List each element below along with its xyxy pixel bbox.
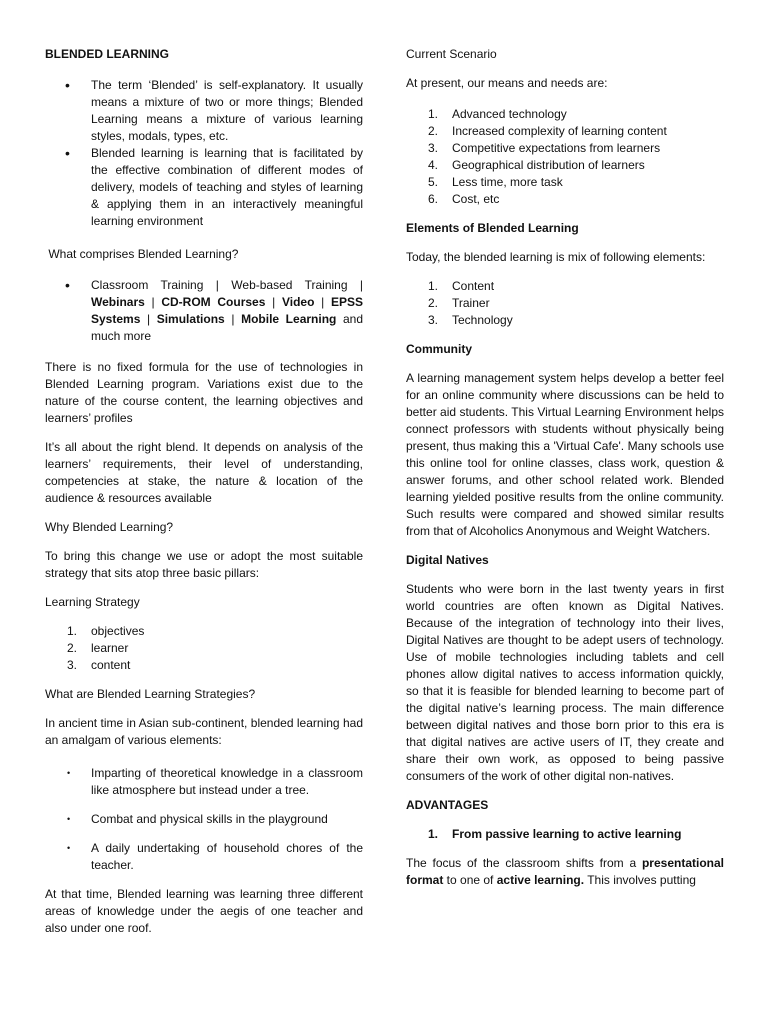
list-item xyxy=(45,657,363,674)
elements-heading: Elements of Blended Learning xyxy=(406,221,579,235)
list-item xyxy=(406,295,724,312)
why-heading: Why Blended Learning? xyxy=(45,520,174,534)
method-simulations: Simulations xyxy=(156,312,225,326)
para-present: At present, our means and needs are: xyxy=(406,76,608,90)
method-classroom: Classroom Training xyxy=(91,278,204,292)
item-number: 5. xyxy=(428,175,439,189)
method-cdrom: CD-ROM Courses xyxy=(161,295,266,309)
list-item: • The term ‘Blended’ is self-explanatory. It usually means a mixture of two or more things; Blended Learning means a mixture of various learning styles, modals, types, etc. xyxy=(45,77,363,145)
focus-bold-1: presentational format xyxy=(406,856,724,887)
para-change: To bring this change we use or adopt the most suitable strategy that sits atop three basic pillars: xyxy=(45,549,363,580)
separator: | xyxy=(314,295,331,309)
para-formula: There is no fixed formula for the use of technologies in Blended Learning program. Variations exist due to the nature of the course content, the learning objectives and learners’ profiles xyxy=(45,360,363,425)
separator: and much more xyxy=(91,312,363,343)
strategies-heading: What are Blended Learning Strategies? xyxy=(45,687,256,701)
strategy-list xyxy=(45,623,363,674)
list-item xyxy=(406,106,724,123)
para-focus xyxy=(406,855,724,889)
item-text: Geographical distribution of learners xyxy=(452,158,645,172)
item-text: From passive learning to active learning xyxy=(452,827,682,841)
item-text: learner xyxy=(91,641,129,655)
item-number: 2. xyxy=(428,124,439,138)
item-text: Competitive expectations from learners xyxy=(452,141,661,155)
item-text: Increased complexity of learning content xyxy=(452,124,667,138)
para-that-time: At that time, Blended learning was learning three different areas of knowledge under the aegis of one teacher and also under one roof. xyxy=(45,887,363,935)
list-item: • Combat and physical skills in the playground xyxy=(45,811,363,828)
item-number: 3. xyxy=(67,658,78,672)
intro-bullet-list xyxy=(45,77,363,230)
separator: | xyxy=(224,312,242,326)
method-web: Web-based Training xyxy=(231,278,348,292)
list-item xyxy=(406,157,724,174)
method-video: Video xyxy=(281,295,315,309)
advantages-heading: ADVANTAGES xyxy=(406,798,489,812)
item-text: objectives xyxy=(91,624,145,638)
item-number: 2. xyxy=(67,641,78,655)
left-column xyxy=(45,46,363,949)
item-text: Advanced technology xyxy=(452,107,567,121)
list-item xyxy=(406,174,724,191)
separator: | xyxy=(265,295,282,309)
focus-text-start: The focus of the classroom shifts from a xyxy=(406,856,642,870)
item-text: Less time, more task xyxy=(452,175,563,189)
separator: | xyxy=(140,312,157,326)
list-item: • Blended learning is learning that is facilitated by the effective combination of different modes of delivery, models of teaching and styles of learning & applying them in an interactively meaningful learning environment xyxy=(45,145,363,230)
method-mobile: Mobile Learning xyxy=(241,312,337,326)
item-number: 1. xyxy=(428,107,439,121)
focus-text-end: This involves putting xyxy=(584,873,696,887)
list-item xyxy=(406,191,724,208)
item-text: Trainer xyxy=(452,296,490,310)
natives-heading: Digital Natives xyxy=(406,553,489,567)
focus-bold-2: active learning. xyxy=(496,873,585,887)
item-number: 1. xyxy=(428,827,439,841)
list-item xyxy=(406,278,724,295)
strategy-heading: Learning Strategy xyxy=(45,595,140,609)
para-blend: It’s all about the right blend. It depends on analysis of the learners’ requirements, their level of understanding, competencies at stake, the nature & location of the audience & resources available xyxy=(45,440,363,505)
ancient-bullet-list xyxy=(45,765,363,874)
list-item xyxy=(406,312,724,329)
list-item xyxy=(406,140,724,157)
list-item xyxy=(406,123,724,140)
doc-title: BLENDED LEARNING xyxy=(45,47,170,61)
item-number: 1. xyxy=(67,624,78,638)
para-natives: Students who were born in the last twenty years in first world countries are often known as Digital Natives. Because of the integration of technology into their lives, Digital Natives are thought to be adept users of technology. Use of mobile technologies including tablets and cell phones allow digital natives to access information quickly, so that it is feasible for blended learning to become part of the digital native’s learning process. The main difference between digital natives and those born prior to this era is that digital natives are active users of IT, they create and share their own work, as opposed to being passive consumers of the work of other digital non-natives. xyxy=(406,582,724,783)
method-webinars: Webinars xyxy=(91,295,145,309)
list-item: • A daily undertaking of household chores of the teacher. xyxy=(45,840,363,874)
item-number: 2. xyxy=(428,296,439,310)
list-item xyxy=(45,623,363,640)
item-number: 6. xyxy=(428,192,439,206)
list-item: • Imparting of theoretical knowledge in a classroom like atmosphere but instead under a tree. xyxy=(45,765,363,799)
para-today: Today, the blended learning is mix of following elements: xyxy=(406,250,706,264)
item-text: Technology xyxy=(452,313,513,327)
elements-list xyxy=(406,278,724,329)
para-ancient: In ancient time in Asian sub-continent, blended learning had an amalgam of various elements: xyxy=(45,716,363,747)
separator: | xyxy=(144,295,162,309)
comprises-bullet-list xyxy=(45,277,363,345)
list-item xyxy=(45,277,363,345)
method-epss: EPSS Systems xyxy=(91,295,363,326)
community-heading: Community xyxy=(406,342,472,356)
item-text: Cost, etc xyxy=(452,192,500,206)
item-number: 3. xyxy=(428,313,439,327)
separator: | xyxy=(203,278,232,292)
comprises-heading: What comprises Blended Learning? xyxy=(45,247,239,261)
item-text: content xyxy=(91,658,131,672)
para-community: A learning management system helps develop a better feel for an online community where discussions can be held to better aid students. This Virtual Learning Environment helps connect professors with students without physically being present, thus making this a 'Virtual Cafe'. Many schools use this online tool for online classes, class work, question & answer forums, and other school related work. Blended learning yielded positive results from the online community. Such results were compared and showed similar results from that of Alcoholics Anonymous and Weight Watchers. xyxy=(406,371,724,538)
item-number: 4. xyxy=(428,158,439,172)
list-item xyxy=(45,640,363,657)
item-number: 1. xyxy=(428,279,439,293)
item-text: Content xyxy=(452,279,495,293)
list-item xyxy=(406,826,724,843)
scenario-heading: Current Scenario xyxy=(406,47,497,61)
focus-text-mid: to one of xyxy=(443,873,497,887)
item-number: 3. xyxy=(428,141,439,155)
needs-list xyxy=(406,106,724,208)
advantages-list xyxy=(406,826,724,843)
separator: | xyxy=(347,278,364,292)
right-column xyxy=(406,46,724,901)
